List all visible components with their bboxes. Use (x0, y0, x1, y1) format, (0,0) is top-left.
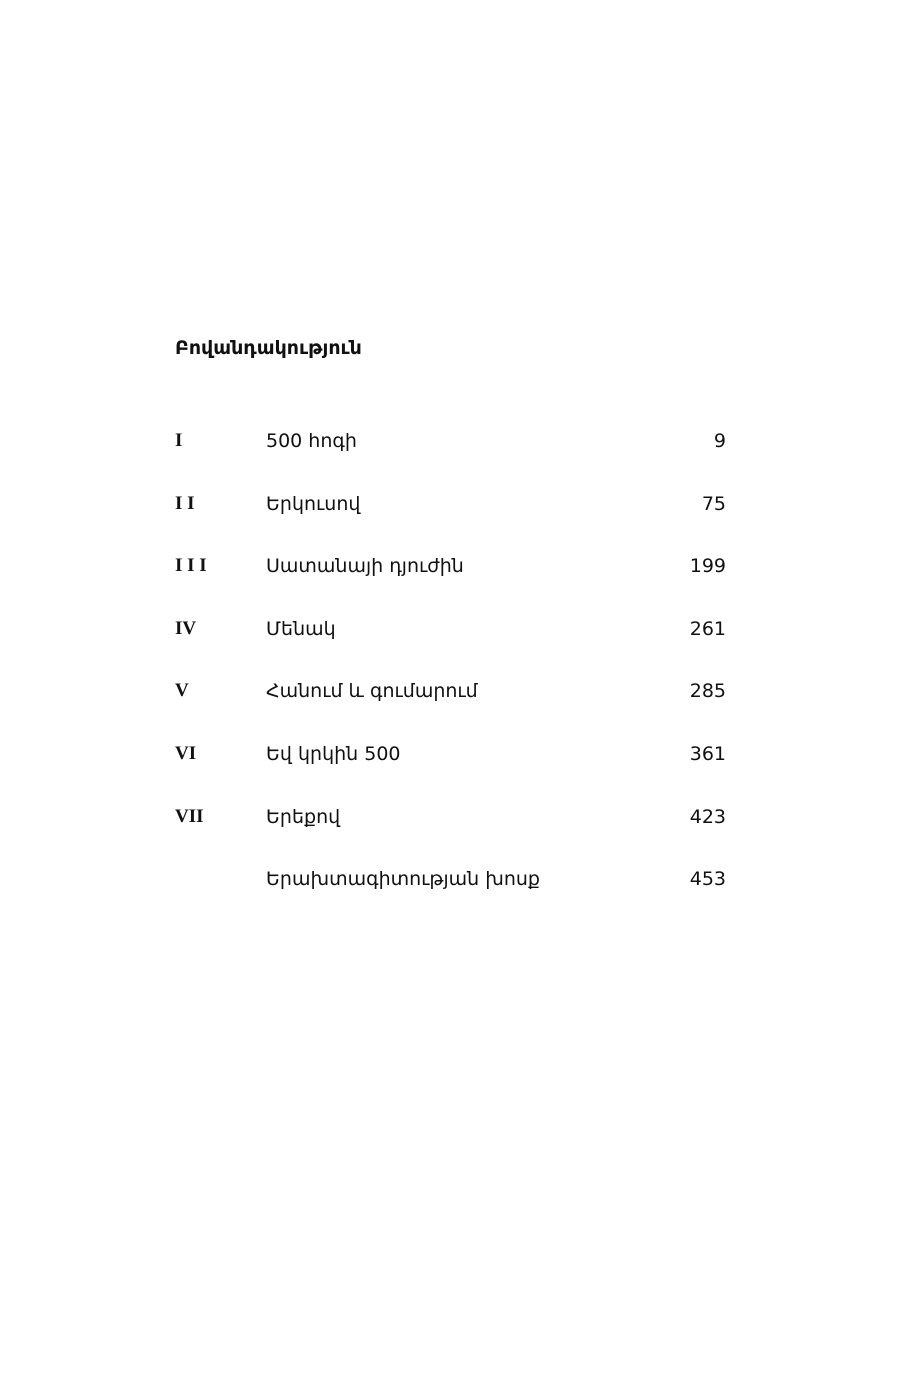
chapter-number: IV (175, 617, 197, 639)
chapter-title: Երախտագիտության խոսք (266, 868, 540, 891)
toc-title: Բովանդակություն (175, 337, 362, 359)
page-number: 75 (701, 492, 726, 515)
toc-entry[interactable] (175, 551, 726, 614)
toc-entry[interactable] (175, 426, 726, 489)
toc-entry[interactable] (175, 864, 726, 927)
chapter-title: Մենակ (266, 617, 336, 640)
chapter-title: Հանում և գումարում (266, 680, 478, 703)
chapter-number: I I I (175, 555, 207, 577)
page-number: 9 (713, 430, 726, 452)
chapter-number: VI (175, 742, 197, 764)
table-of-contents (175, 426, 726, 927)
page-number: 261 (689, 617, 726, 640)
chapter-title: Երեքով (266, 805, 341, 828)
page-number: 285 (689, 680, 726, 703)
chapter-title: 500 հոգի (266, 430, 357, 452)
chapter-number: VII (175, 805, 204, 827)
chapter-title: Եվ կրկին 500 (266, 742, 401, 765)
chapter-number: I I (175, 492, 195, 514)
toc-entry[interactable] (175, 614, 726, 677)
toc-entry[interactable] (175, 802, 726, 865)
page-number: 453 (689, 868, 726, 891)
toc-entry[interactable] (175, 739, 726, 802)
page-number: 361 (689, 742, 726, 765)
toc-entry[interactable] (175, 676, 726, 739)
chapter-number: I (175, 430, 183, 451)
toc-entry[interactable] (175, 489, 726, 552)
page-number: 423 (689, 805, 726, 828)
chapter-title: Երկուսով (266, 492, 361, 515)
page-number: 199 (689, 555, 726, 578)
chapter-title: Սատանայի դյուժին (266, 555, 464, 578)
chapter-number: V (175, 680, 189, 702)
